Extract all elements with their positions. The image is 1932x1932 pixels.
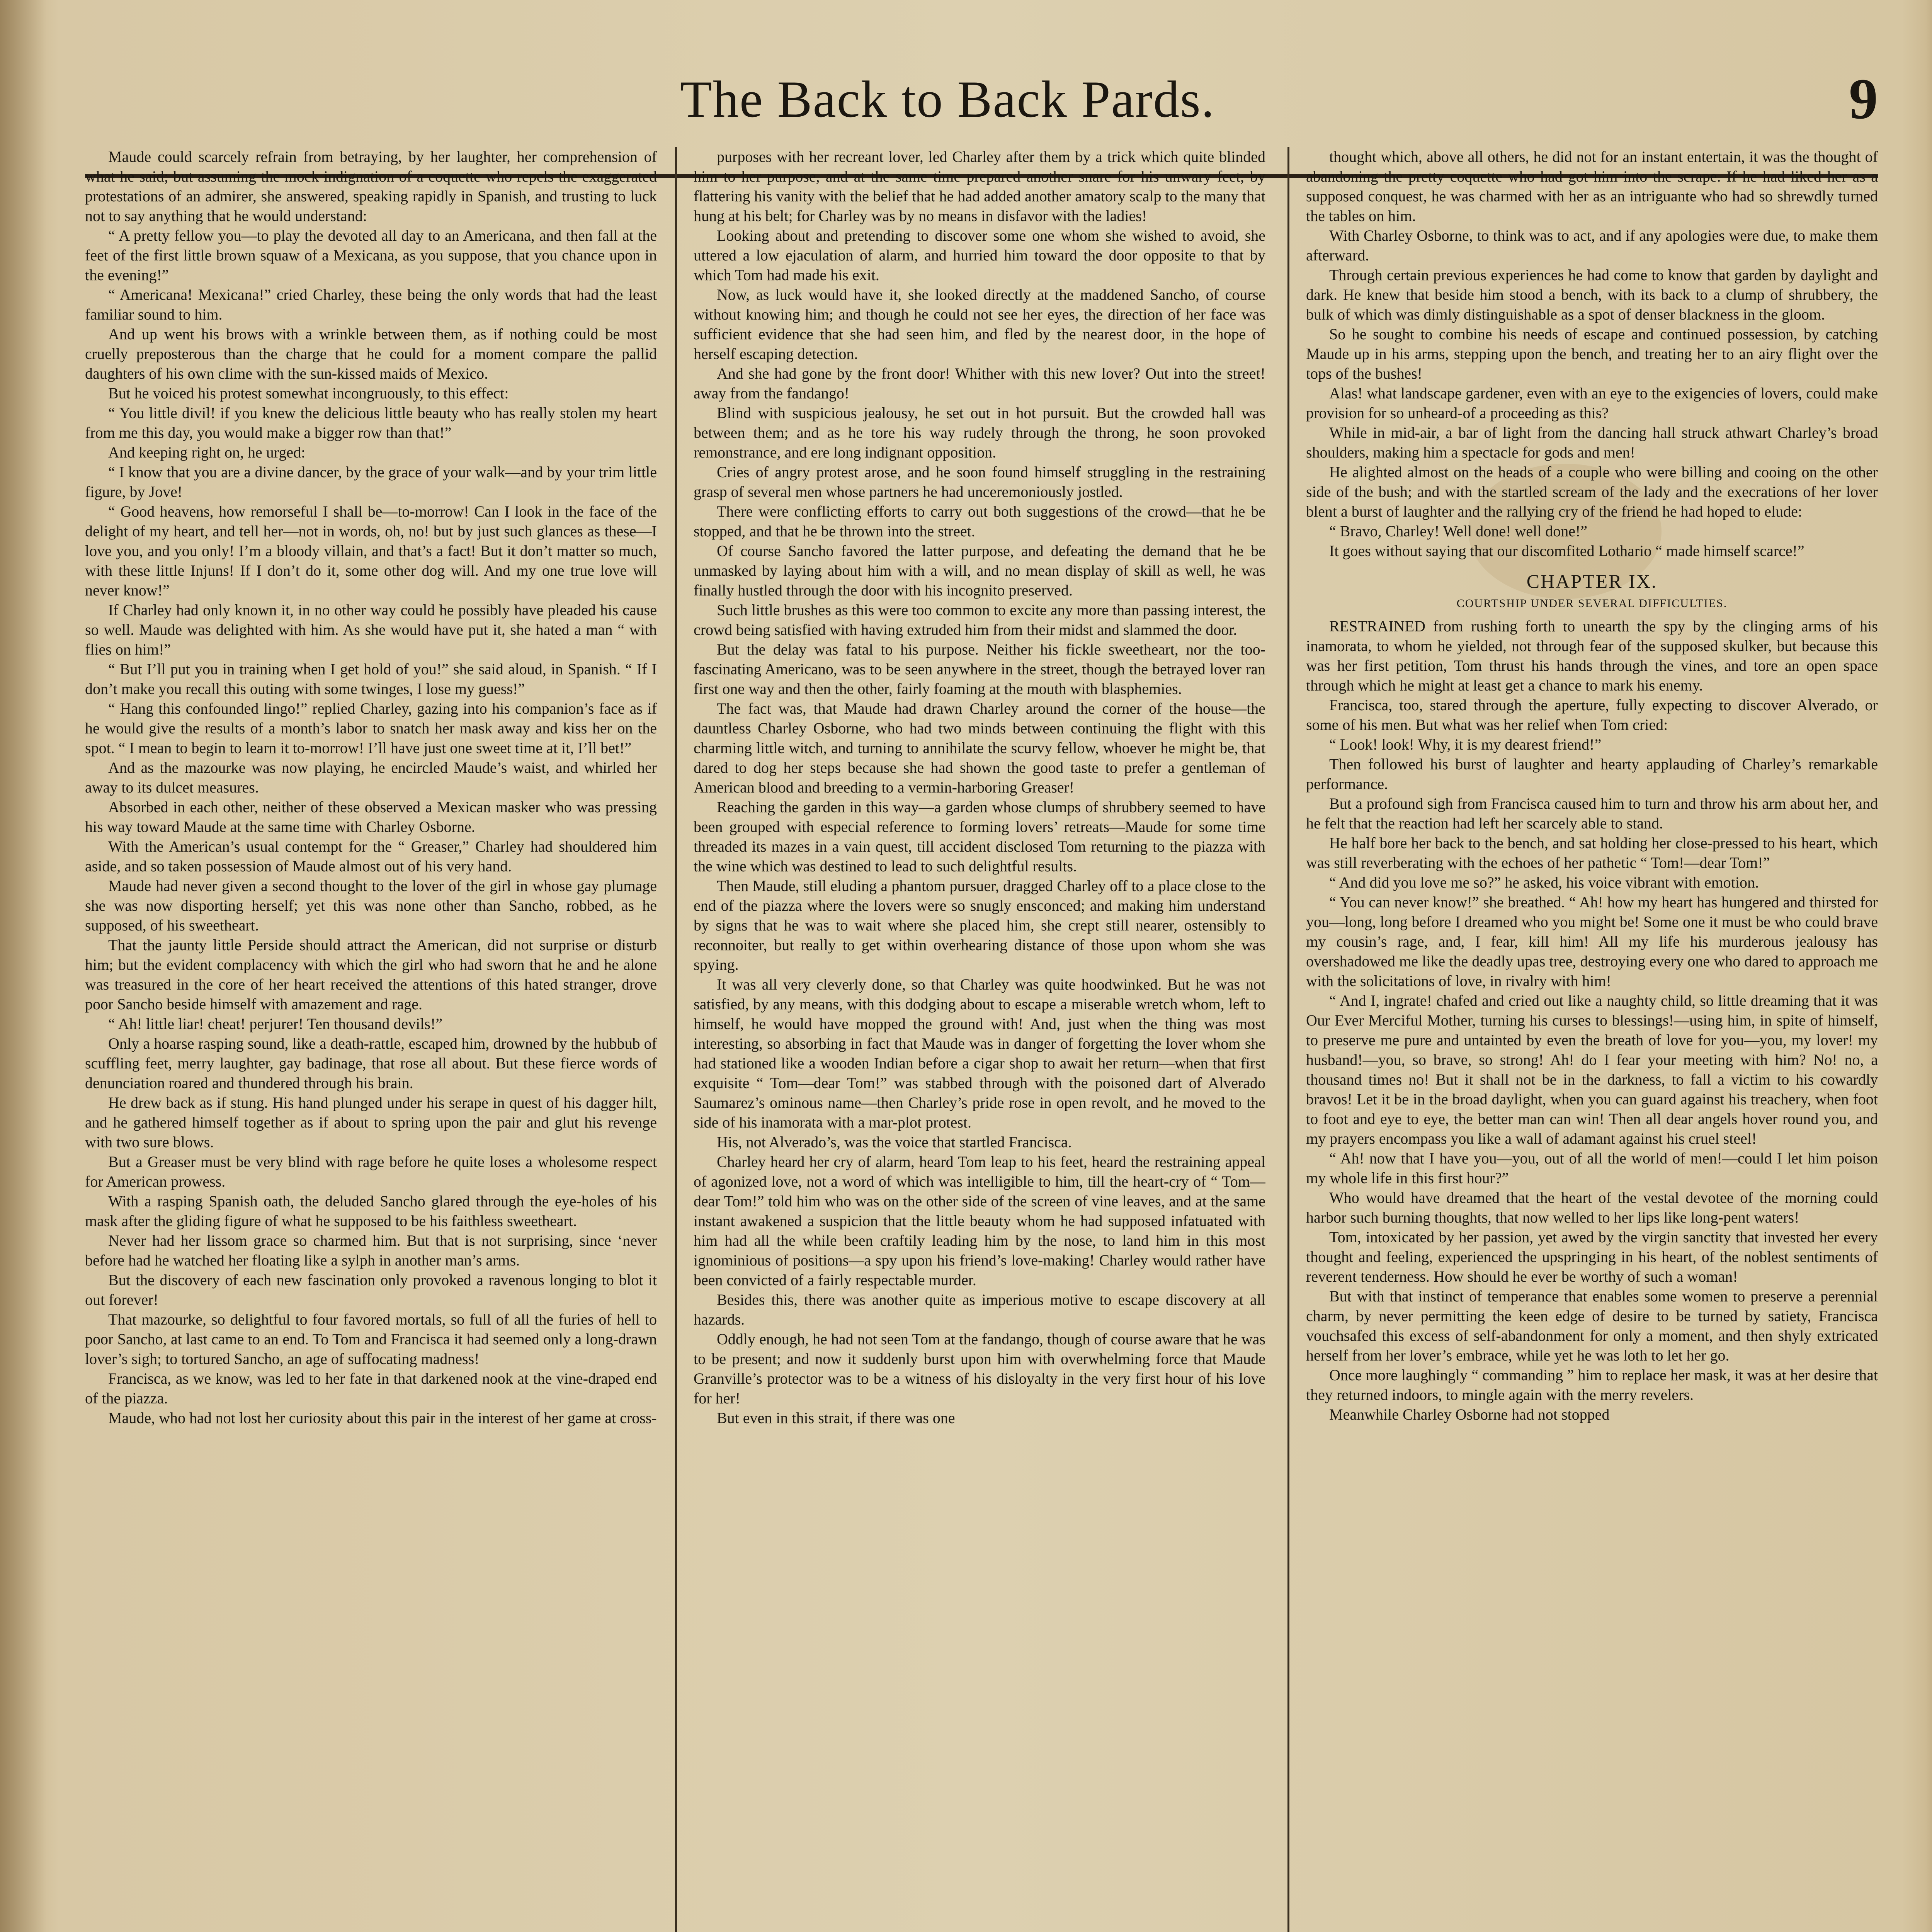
paragraph: He half bore her back to the bench, and sat holding her close-pressed to his heart, which was still reverberating with the echoes of her pathetic “ Tom!—dear Tom!” [1306, 834, 1878, 871]
paragraph: “ But I’ll put you in training when I get hold of you!” she said aloud, in Spanish. “ If I don’t make you recall this outing with some twinges, I lose my guess!” [85, 660, 657, 697]
paragraph: Such little brushes as this were too common to excite any more than passing interest, the crowd being satisfied with having extruded him from their midst and slammed the door. [694, 601, 1265, 638]
paragraph: “ You can never know!” she breathed. “ Ah! how my heart has hungered and thirsted for you—long, long before I dreamed who you might be! Some one it must be who could brave my cousin’s rage, and, I fear, kill him! All my life his murderous jealousy has overshadowed me like the deadly upas tree, destroying every one who dared to approach me with the solicitations of love, in rivalry with him! [1306, 893, 1878, 990]
paragraph: “ A pretty fellow you—to play the devoted all day to an Americana, and then fall at the feet of the first little brown squaw of a Mexicana, as you suppose, that you chance upon in the evening!” [85, 227, 657, 284]
paragraph: While in mid-air, a bar of light from the dancing hall struck athwart Charley’s broad shoulders, making him a spectacle for gods and men! [1306, 424, 1878, 461]
paragraph: Cries of angry protest arose, and he soon found himself struggling in the restraining grasp of several men whose partners he had unceremoniously jostled. [694, 463, 1265, 500]
paragraph: He drew back as if stung. His hand plunged under his serape in quest of his dagger hilt, and he gathered himself together as if about to spring upon the pair and glut his revenge with two sure blows. [85, 1094, 657, 1151]
paragraph: Maude could scarcely refrain from betraying, by her laughter, her comprehension of what he said; but assuming the mock indignation of a coquette who repels the exaggerated protestations of an admirer, she answered, speaking rapidly in Spanish, and trusting to luck not to say anything that he would understand: [85, 148, 657, 224]
paragraph: But he voiced his protest somewhat incongruously, to this effect: [108, 384, 509, 402]
paragraph: And up went his brows with a wrinkle between them, as if nothing could be most cruelly preposterous than the charge that he could for a moment compare the pallid daughters of his own clime with the sun-kissed maids of Mexico. [85, 325, 657, 382]
paragraph: “ I know that you are a divine dancer, by the grace of your walk—and by your trim little figure, by Jove! [85, 463, 657, 500]
paragraph: Once more laughingly “ commanding ” him to replace her mask, it was at her desire that they returned indoors, to mingle again with the merry revelers. [1306, 1366, 1878, 1403]
column-3 [1306, 147, 1878, 1932]
paragraph: He alighted almost on the heads of a couple who were billing and cooing on the other side of the bush; and with the startled scream of the lady and the execrations of her lover blent a burst of laughter and the rallying cry of the friend he had hoped to elude: [1306, 463, 1878, 520]
paragraph: But a Greaser must be very blind with rage before he quite loses a wholesome respect for American prowess. [85, 1153, 657, 1190]
spine-shadow [0, 0, 46, 1932]
paragraph: That the jaunty little Perside should attract the American, did not surprise or disturb him; but the evident complacency with which the girl who had sworn that he and he alone was treasured in the core of her heart received the attentions of this hated stranger, drove poor Sancho beside himself with amazement and rage. [85, 936, 657, 1013]
paragraph: “ Look! look! Why, it is my dearest friend!” [1329, 736, 1602, 753]
paragraph: With a rasping Spanish oath, the deluded Sancho glared through the eye-holes of his mask after the gliding figure of what he supposed to be his faithless sweetheart. [85, 1192, 657, 1230]
paragraph: RESTRAINED from rushing forth to unearth the spy by the clinging arms of his inamorata, to whom he yielded, not through fear of the supposed skulker, but because this was her first petition, Tom thrust his hands through the vines, and tore an open space through which he might at least get a chance to mark his enemy. [1306, 617, 1878, 694]
paragraph: Alas! what landscape gardener, even with an eye to the exigencies of lovers, could make provision for so unheard-of a proceeding as this? [1306, 384, 1878, 422]
paragraph: Absorbed in each other, neither of these observed a Mexican masker who was pressing his way toward Maude at the same time with Charley Osborne. [85, 798, 657, 835]
paragraph: With the American’s usual contempt for the “ Greaser,” Charley had shouldered him aside, and so taken possession of Maude almost out of his very hand. [85, 838, 657, 875]
paragraph: Oddly enough, he had not seen Tom at the fandango, though of course aware that he was to be present; and now it suddenly burst upon him with overwhelming force that Maude Granville’s protector was to be a witness of his disloyalty in the very first hour of his love for her! [694, 1330, 1265, 1407]
paragraph: “ And I, ingrate! chafed and cried out like a naughty child, so little dreaming that it was Our Ever Merciful Mother, turning his curses to blessings!—using him, in spite of himself, to preserve me pure and untainted by even the breath of love for you—you, my lover! my husband!—you, so brave, so strong! Ah! do I fear your meeting with him? No! no, a thousand times no! But it shall not be in the darkness, to fall a victim to his cowardly bravos! Let it be in the broad daylight, when you can guard against his treachery, when foot to foot and eye to eye, the better man can win! Then all dear angels hover round you, and my prayers encompass you like a wall of adamant against his cruel steel! [1306, 992, 1878, 1147]
paragraph: So he sought to combine his needs of escape and continued possession, by catching Maude up in his arms, stepping upon the bench, and treating her to an airy flight over the tops of the bushes! [1306, 325, 1878, 382]
paragraph: Maude had never given a second thought to the lover of the girl in whose gay plumage she was now disporting herself; yet this was none other than Sancho, robbed, as he supposed, of his sweetheart. [85, 877, 657, 934]
paragraph: Only a hoarse rasping sound, like a death-rattle, escaped him, drowned by the hubbub of scuffling feet, merry laughter, gay badinage, that rose all about. But these fierce words of denunciation roared and thundered through his brain. [85, 1035, 657, 1092]
paragraph: Francisca, as we know, was led to her fate in that darkened nook at the vine-draped end of the piazza. [85, 1370, 657, 1407]
paragraph: His, not Alverado’s, was the voice that startled Francisca. [717, 1133, 1072, 1151]
paragraph: Through certain previous experiences he had come to know that garden by daylight and dark. He knew that beside him stood a bench, with its back to a clump of shrubbery, the bulk of which was dimly distinguishable as a spot of denser blackness in the gloom. [1306, 266, 1878, 323]
paragraph: Then Maude, still eluding a phantom pursuer, dragged Charley off to a place close to the end of the piazza where the lovers were so snugly ensconced; and making him understand by signs that he was to wait where she placed him, she crept still nearer, ostensibly to reconnoiter, but really to get within overhearing distance of those upon whom she was spying. [694, 877, 1265, 973]
paragraph: Besides this, there was another quite as imperious motive to escape discovery at all hazards. [694, 1291, 1265, 1328]
paragraph: Francisca, too, stared through the aperture, fully expecting to discover Alverado, or some of his men. But what was her relief when Tom cried: [1306, 696, 1878, 733]
paragraph: The fact was, that Maude had drawn Charley around the corner of the house—the dauntless Charley Osborne, who had two minds between continuing the flight with this charming little witch, and turning to annihilate the scurvy fellow, whoever he might be, that dared to dog her steps because she had shown the good taste to prefer a gentleman of American blood and breeding to a vermin-harboring Greaser! [694, 700, 1265, 796]
paragraph: “ Ah! little liar! cheat! perjurer! Ten thousand devils!” [108, 1015, 443, 1032]
paragraph: But a profound sigh from Francisca caused him to turn and throw his arm about her, and he felt that the reaction had left her scarcely able to stand. [1306, 795, 1878, 832]
running-title: The Back to Back Pards. [680, 71, 1215, 128]
paragraph: “ Hang this confounded lingo!” replied Charley, gazing into his companion’s face as if he would give the results of a month’s labor to snatch her mask away and kiss her on the spot. “ I mean to begin to learn it to-morrow! I’ll have just one sweet time at it, I’ll bet!” [85, 700, 657, 757]
paragraph: “ You little divil! if you knew the delicious little beauty who has really stolen my heart from me this day, you would make a bigger row than that!” [85, 404, 657, 441]
page-edge-shadow [1926, 0, 1932, 1932]
paragraph: purposes with her recreant lover, led Charley after them by a trick which quite blinded him to her purpose, and at the same time prepared another snare for his unwary feet, by flattering his vanity with the belief that he had added another amatory scalp to the many that hung at his belt; for Charley was by no means in disfavor with the ladies! [694, 148, 1265, 224]
paragraph: And as the mazourke was now playing, he encircled Maude’s waist, and whirled her away to its dulcet measures. [85, 759, 657, 796]
paragraph: “ And did you love me so?” he asked, his voice vibrant with emotion. [1329, 874, 1759, 891]
paragraph: But with that instinct of temperance that enables some women to preserve a perennial charm, by never permitting the keen edge of desire to be turned by satiety, Francisca vouchsafed this excess of self-abandonment for only a moment, and then shyly extricated herself from her lover’s embrace, while yet he was loth to let her go. [1306, 1287, 1878, 1364]
paragraph: And she had gone by the front door! Whither with this new lover? Out into the street! away from the fandango! [694, 365, 1265, 402]
paragraph: It was all very cleverly done, so that Charley was quite hoodwinked. But he was not satisfied, by any means, with this dodging about to escape a miserable wretch whom, left to himself, he would have mopped the ground with! And, just when the thing was most interesting, so absorbing in fact that Maude was in danger of forgetting the lover whom she had stationed like a wooden Indian before a cigar shop to await her return—when that first exquisite “ Tom—dear Tom!” was stabbed through with the poisoned dart of Alverado Saumarez’s ominous name—then Charley’s pride rose in open revolt, and he moved to the side of his inamorata with a mar-plot protest. [694, 976, 1265, 1131]
chapter-title: CHAPTER IX. [1526, 570, 1658, 592]
page-number: 9 [1849, 67, 1878, 131]
paragraph: Looking about and pretending to discover some one whom she wished to avoid, she uttered a low ejaculation of alarm, and hurried him toward the door opposite to that by which Tom had made his exit. [694, 227, 1265, 284]
paragraph: “ Ah! now that I have you—you, out of all the world of men!—could I let him poison my whole life in this first hour?” [1306, 1150, 1878, 1187]
column-divider [1287, 147, 1289, 1932]
paragraph: Reaching the garden in this way—a garden whose clumps of shrubbery seemed to have been grouped with especial reference to forming lovers’ retreats—Maude for some time threaded its mazes in a vain quest, till accident disclosed Tom returning to the piazza with the wine which was destined to lead to such delightful results. [694, 798, 1265, 875]
paragraph: thought which, above all others, he did not for an instant entertain, it was the thought of abandoning the pretty coquette who had got him into the scrape. If he had liked her as a supposed conquest, he was charmed with her as an intriguante who had so shrewdly turned the tables on him. [1306, 148, 1878, 224]
paragraph: But even in this strait, if there was one [717, 1409, 955, 1427]
paragraph: Blind with suspicious jealousy, he set out in hot pursuit. But the crowded hall was between them; and as he tore his way rudely through the throng, he soon provoked remonstrance, and ere long indignant opposition. [694, 404, 1265, 461]
paragraph: Tom, intoxicated by her passion, yet awed by the virgin sanctity that invested her every thought and feeling, experienced the upspringing in his heart, of the noblest sentiments of reverent tenderness. How should he ever be worthy of such a woman! [1306, 1228, 1878, 1285]
column-2 [694, 147, 1265, 1932]
article-columns [85, 147, 1878, 1932]
column-divider [675, 147, 677, 1932]
paragraph: “ Good heavens, how remorseful I shall be—to-morrow! Can I look in the face of the delight of my heart, and tell her—not in words, oh, no! but by just such glances as these—I love you, and you only! I’m a bloody villain, and that’s a fact! But it don’t matter so much, with these little Injuns! If I don’t do it, some other dog will. And my one true love will never know!” [85, 503, 657, 599]
paragraph: Never had her lissom grace so charmed him. But that is not surprising, since ‘never before had he watched her floating like a sylph in another man’s arms. [85, 1232, 657, 1269]
paragraph: “ Bravo, Charley! Well done! well done!” [1329, 522, 1588, 540]
paragraph: Of course Sancho favored the latter purpose, and defeating the demand that he be unmasked by laying about him with a will, and no mean display of skill as well, he was finally hustled through the door with his incognito preserved. [694, 542, 1265, 599]
paragraph: But the delay was fatal to his purpose. Neither his fickle sweetheart, nor the too-fascinating Americano, was to be seen anywhere in the street, though the betrayed lover ran first one way and then the other, fairly foaming at the mouth with blasphemies. [694, 641, 1265, 697]
paragraph: It goes without saying that our discomfited Lothario “ made himself scarce!” [1329, 542, 1804, 560]
paragraph: And keeping right on, he urged: [108, 444, 306, 461]
paragraph: Meanwhile Charley Osborne had not stopped [1329, 1406, 1610, 1423]
paragraph: If Charley had only known it, in no other way could he possibly have pleaded his cause so well. Maude was delighted with him. As she would have put it, she hated a man “ with flies on him!” [85, 601, 657, 658]
chapter-subtitle: COURTSHIP UNDER SEVERAL DIFFICULTIES. [1456, 597, 1728, 610]
column-1 [85, 147, 657, 1932]
paragraph: Maude, who had not lost her curiosity about this pair in the interest of her game at cross- [108, 1409, 657, 1427]
paragraph: Charley heard her cry of alarm, heard Tom leap to his feet, heard the restraining appeal of agonized love, not a word of which was intelligible to him, till the heart-cry of “ Tom—dear Tom!” told him who was on the other side of the screen of vine leaves, and at the same instant awakened a suspicion that the little beauty whom he had supposed infatuated with him had all the while been craftily leading him by the nose, to land him in this most ignominious of positions—a spy upon his friend’s love-making! Charley would rather have been convicted of a fairly respectable murder. [694, 1153, 1265, 1289]
paragraph: Then followed his burst of laughter and hearty applauding of Charley’s remarkable performance. [1306, 755, 1878, 793]
paragraph: “ Americana! Mexicana!” cried Charley, these being the only words that had the least familiar sound to him. [85, 286, 657, 323]
paragraph: Who would have dreamed that the heart of the vestal devotee of the morning could harbor such burning thoughts, that now welled to her lips like long-pent waters! [1306, 1189, 1878, 1226]
paragraph: With Charley Osborne, to think was to act, and if any apologies were due, to make them afterward. [1306, 227, 1878, 264]
paragraph: Now, as luck would have it, she looked directly at the maddened Sancho, of course without knowing him; and though he could not see her eyes, the direction of her face was sufficient evidence that she had seen him, and fled by the nearest door, in the hope of herself escaping detection. [694, 286, 1265, 362]
paragraph: That mazourke, so delightful to four favored mortals, so full of all the furies of hell to poor Sancho, at last came to an end. To Tom and Francisca it had seemed only a long-drawn lover’s sigh; to tortured Sancho, an age of suffocating madness! [85, 1311, 657, 1367]
paragraph: But the discovery of each new fascination only provoked a ravenous longing to blot it out forever! [85, 1271, 657, 1308]
paragraph: There were conflicting efforts to carry out both suggestions of the crowd—that he be stopped, and that he be thrown into the street. [694, 503, 1265, 540]
